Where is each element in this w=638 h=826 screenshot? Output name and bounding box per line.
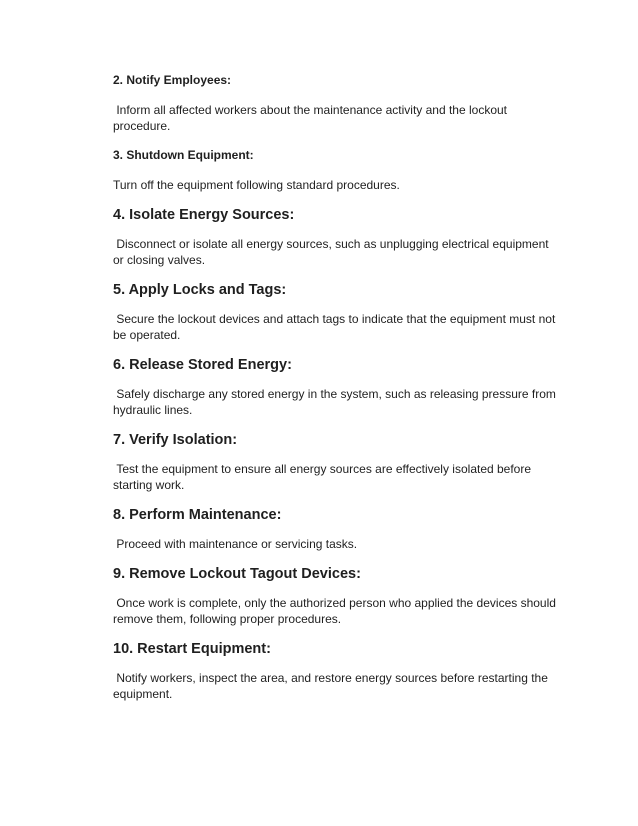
- step-heading: 9. Remove Lockout Tagout Devices:: [113, 566, 361, 582]
- step-release-stored-energy: [113, 356, 558, 418]
- step-apply-locks-and-tags: [113, 281, 558, 343]
- step-heading: 5. Apply Locks and Tags:: [113, 282, 287, 298]
- step-heading: 7. Verify Isolation:: [113, 432, 238, 448]
- step-remove-lockout-tagout-devices: [113, 565, 558, 627]
- step-heading: 6. Release Stored Energy:: [113, 357, 292, 373]
- step-description: Once work is complete, only the authorized person who applied the devices should remove them, following proper procedures.: [113, 596, 560, 626]
- step-isolate-energy-sources: [113, 206, 558, 268]
- step-description: Proceed with maintenance or servicing tasks.: [113, 537, 358, 551]
- step-perform-maintenance: [113, 506, 558, 552]
- step-verify-isolation: [113, 431, 558, 493]
- step-description: Inform all affected workers about the maintenance activity and the lockout procedure.: [113, 103, 511, 133]
- step-description: Test the equipment to ensure all energy sources are effectively isolated before starting work.: [113, 462, 535, 492]
- document-page: [113, 73, 558, 702]
- step-notify-employees: [113, 73, 558, 134]
- step-description: Secure the lockout devices and attach tags to indicate that the equipment must not be operated.: [113, 312, 559, 342]
- step-heading: 3. Shutdown Equipment:: [113, 148, 254, 162]
- step-restart-equipment: [113, 640, 558, 702]
- step-description: Notify workers, inspect the area, and restore energy sources before restarting the equipment.: [113, 671, 552, 701]
- step-shutdown-equipment: [113, 148, 558, 193]
- step-heading: 10. Restart Equipment:: [113, 641, 271, 657]
- step-description: Disconnect or isolate all energy sources, such as unplugging electrical equipment or closing valves.: [113, 237, 552, 267]
- step-heading: 2. Notify Employees:: [113, 73, 232, 87]
- step-heading: 8. Perform Maintenance:: [113, 507, 282, 523]
- step-description: Turn off the equipment following standard procedures.: [113, 178, 400, 192]
- step-description: Safely discharge any stored energy in the system, such as releasing pressure from hydraulic lines.: [113, 387, 560, 417]
- step-heading: 4. Isolate Energy Sources:: [113, 207, 295, 223]
